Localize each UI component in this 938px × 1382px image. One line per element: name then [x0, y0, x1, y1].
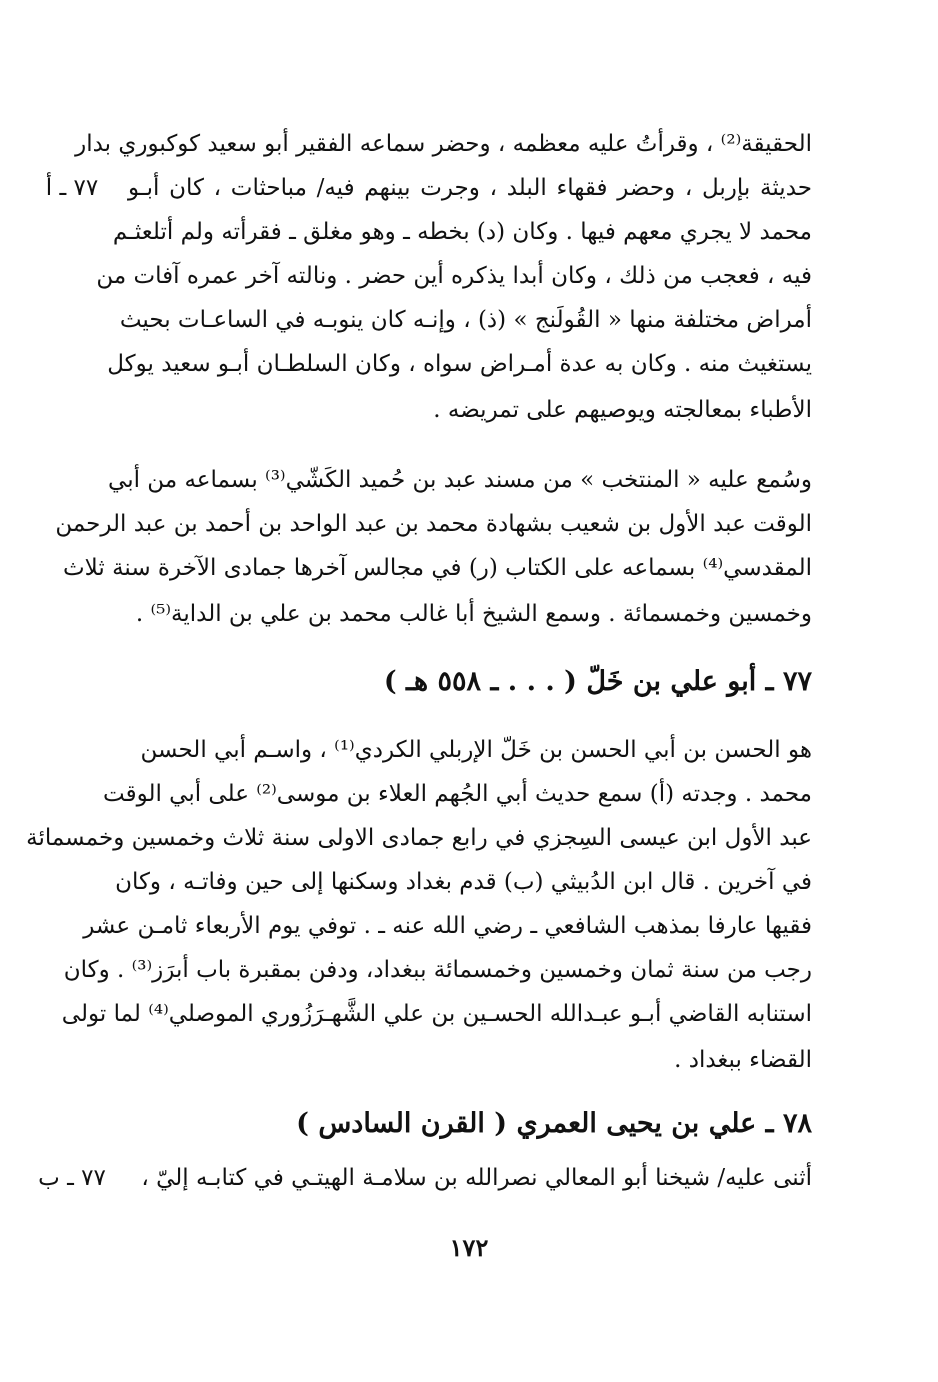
paragraph-1-line-7: الأطباء بمعالجته ويوصيهم على تمريضه .: [433, 397, 812, 423]
margin-folio-note-b: ٧٧ ـ ب: [38, 1165, 106, 1191]
page-number: ١٧٢: [449, 1233, 489, 1262]
paragraph-1-line-3: محمد لا يجري معهم فيها . وكان (د) بخطه ـ وهو مغلق ـ فقرأته ولم أتلعثـم: [112, 219, 812, 245]
entry-heading-77: ٧٧ ـ أبو علي بن خَلّ ( . . . ـ ٥٥٨ هـ ): [383, 666, 812, 697]
paragraph-1-line-2: حديثة بإربل ، وحضر فقهاء البلد ، وجرت بينهم فيه/ مباحثات ، كان أبـو: [128, 175, 812, 201]
paragraph-2-line-3: المقدسي⁽⁴⁾ بسماعه على الكتاب (ر) في مجالس آخرها جمادى الآخرة سنة ثلاث: [62, 555, 812, 581]
paragraph-1-line-1: الحقيقة⁽²⁾ ، وقرأتُ عليه معظمه ، وحضر سماعه الفقير أبو سعيد كوكبوري بدار: [75, 131, 812, 157]
paragraph-3-line-5: فقيها عارفا بمذهب الشافعي ـ رضي الله عنه ـ . توفي يوم الأربعاء ثامـن عشر: [83, 913, 812, 939]
paragraph-3-line-4: في آخرين . قال ابن الدُبيثي (ب) قدم بغداد وسكنها إلى حين وفاتـه ، وكان: [115, 869, 812, 895]
entry-heading-78: ٧٨ ـ علي بن يحيى العمري ( القرن السادس ): [296, 1108, 812, 1139]
paragraph-3-line-6: رجب من سنة ثمان وخمسين وخمسمائة ببغداد، ودفن بمقبرة باب أبرَز⁽³⁾ . وكان: [63, 957, 812, 983]
paragraph-3-line-8: القضاء ببغداد .: [674, 1047, 812, 1073]
paragraph-3-line-7: استنابه القاضي أبـو عبـدالله الحسـين بن علي الشَّهـرَزُوري الموصلي⁽⁴⁾ لما تولى: [61, 1001, 812, 1027]
paragraph-3-line-1: هو الحسن بن أبي الحسن بن خَلّ الإربلي الكردي⁽¹⁾ ، واسـم أبي الحسن: [140, 737, 812, 763]
paragraph-3-line-3: عبد الأول ابن عيسى السِجزي في رابع جمادى الاولى سنة ثلاث وخمسين وخمسمائة: [26, 825, 812, 851]
paragraph-1-line-4: فيه ، فعجب من ذلك ، وكان أبدا يذكره أين حضر . ونالته آخر عمره آفات من: [96, 263, 812, 289]
paragraph-4-line-1: أثنى عليه/ شيخنا أبو المعالي نصرالله بن سلامـة الهيتـي في كتابـه إليّ ،: [141, 1165, 812, 1191]
paragraph-1-line-6: يستغيث منه . وكان به عدة أمـراض سواه ، وكان السلطـان أبـو سعيد يوكل: [107, 351, 812, 377]
paragraph-3-line-2: محمد . وجدته (أ) سمع حديث أبي الجُهم العلاء بن موسى⁽²⁾ على أبي الوقت: [102, 781, 812, 807]
margin-folio-note-a: ٧٧ ـ أ: [45, 175, 99, 201]
paragraph-2-line-2: الوقت عبد الأول بن شعيب بشهادة محمد بن عبد الواحد بن أحمد بن عبد الرحمن: [55, 511, 812, 537]
paragraph-2-line-1: وسُمع عليه « المنتخب » من مسند عبد بن حُميد الكَشّي⁽³⁾ بسماعه من أبي: [108, 467, 812, 493]
paragraph-1-line-5: أمراض مختلفة منها « القُولَنج » (ذ) ، وإنـه كان ينوبـه في الساعـات بحيث: [119, 307, 812, 333]
paragraph-2-line-4: وخمسين وخمسمائة . وسمع الشيخ أبا غالب محمد بن علي بن الداية⁽⁵⁾ .: [135, 601, 812, 627]
